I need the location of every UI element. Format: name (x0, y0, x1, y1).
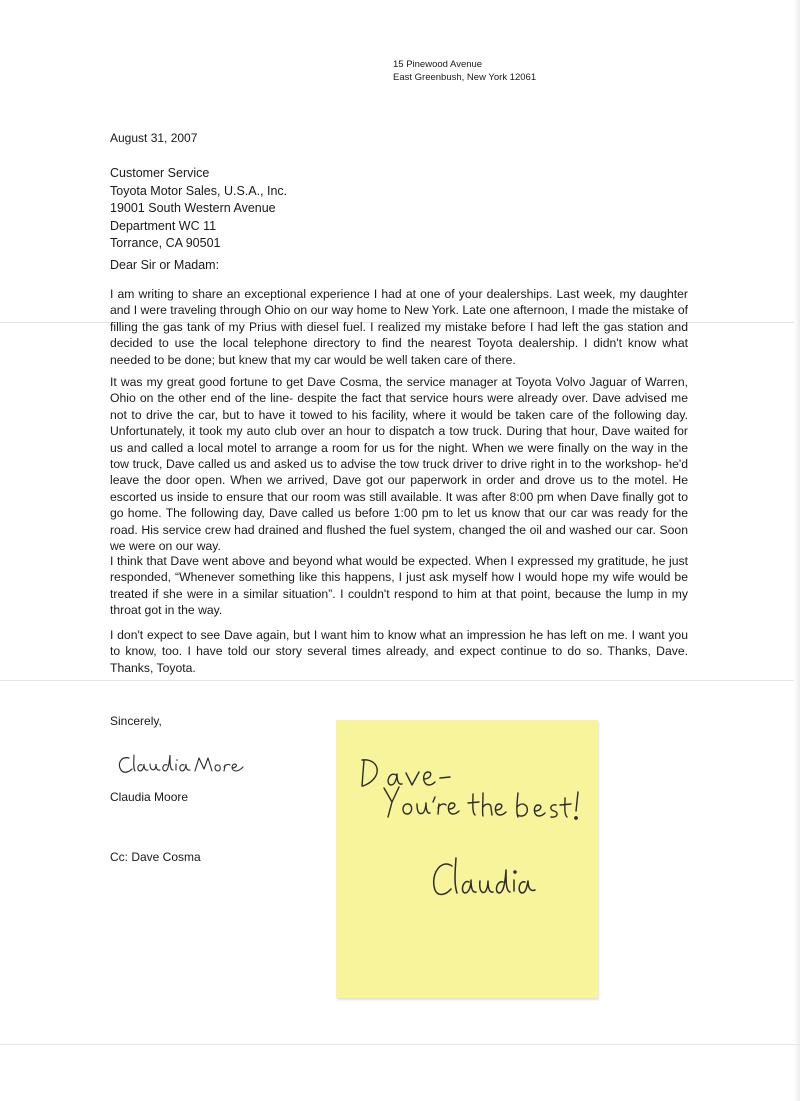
recipient-line: Customer Service (110, 166, 210, 180)
sender-address-line: East Greenbush, New York 12061 (393, 72, 537, 83)
paper-edge-shadow (794, 0, 800, 1101)
cc-line: Cc: Dave Cosma (110, 850, 201, 864)
sender-address-line: 15 Pinewood Avenue (393, 59, 483, 70)
sticky-note (336, 720, 598, 998)
body-paragraph: I am writing to share an exceptional experience I had at one of your dealerships. Last week, my daughter and I were traveling through Ohio on our way home to New York. Late one afternoon, I made the mistake of filling the gas tank of my Prius with diesel fuel. I realized my mistake before I had left the gas station and decided to use the local telephone directory to find the nearest Toyota dealership. I didn't know what needed to be done; but knew that my car would be well taken care of there. (110, 287, 688, 367)
recipient-line: Department WC 11 (110, 218, 217, 233)
recipient-line: 19001 South Western Avenue (110, 201, 276, 215)
paper-fold-line (0, 680, 800, 681)
paper-bottom-edge (0, 1044, 800, 1045)
recipient-address (110, 165, 287, 253)
recipient-line: Torrance, CA 90501 (110, 236, 221, 250)
handwritten-signature (115, 750, 245, 780)
letter-date: August 31, 2007 (110, 131, 198, 145)
recipient-line: Toyota Motor Sales, U.S.A., Inc. (110, 183, 288, 198)
body-paragraph: It was my great good fortune to get Dave Cosma, the service manager at Toyota Volvo Jaguar of Warren, Ohio on the other end of the line- despite the fact that service hours were already over. Dave advised me not to drive the car, but to have it towed to his facility, where it would be taken care of the following day. Unfortunately, it took my auto club over an hour to dispatch a tow truck. During that hour, Dave waited for us and called a local motel to arrange a room for us for the night. When we were finally on the way in the tow truck, Dave called us and asked us to advise the tow truck driver to drive right in to the workshop- he'd leave the door open. When we arrived, Dave got our paperwork in order and drove us to the motel. He escorted us inside to ensure that our room was still available. It was after 8:00 pm when Dave finally got to go home. The following day, Dave called us before 1:00 pm to let us know that our car was ready for the road. His service crew had drained and flushed the fuel system, changed the oil and washed our car. Soon we were on our way. (110, 375, 688, 554)
body-paragraph: I think that Dave went above and beyond what would be expected. When I expressed my gratitude, he just responded, “Whenever something like this happens, I just ask myself how I would hope my wife would be treated if she were in a similar situation”. I couldn't respond to him at that point, because the lump in my throat got in the way. (110, 554, 688, 618)
salutation: Dear Sir or Madam: (110, 258, 220, 272)
sticky-note-handwriting (336, 720, 598, 998)
sender-address (393, 58, 536, 84)
body-paragraph: I don't expect to see Dave again, but I want him to know what an impression he has left on me. I want you to know, too. I have told our story several times already, and expect continue to do so. Thanks, Dave. Thanks, Toyota. (110, 628, 688, 675)
signer-name: Claudia Moore (110, 790, 189, 804)
closing: Sincerely, (110, 714, 162, 728)
